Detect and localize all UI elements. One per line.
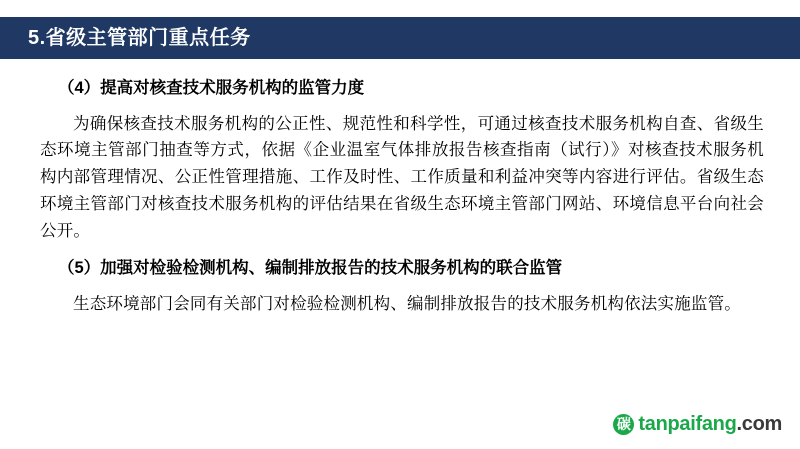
header-accent-block bbox=[0, 17, 16, 59]
page-title: 5.省级主管部门重点任务 bbox=[28, 27, 251, 49]
section-5-heading: （5）加强对检验检测机构、编制排放报告的技术服务机构的联合监管 bbox=[58, 259, 563, 278]
section-4-paragraph: 为确保核查技术服务机构的公正性、规范性和科学性，可通过核查技术服务机构自查、省级生态环境主管部门抽查等方式，依据《企业温室气体排放报告核查指南（试行）》对核查技术服务机构内部管理情况、公正性管理措施、工作及时性、工作质量和利益冲突等内容进行评估。省级生态环境主管部门对核查技术服务机构的评估结果在省级生态环境主管部门网站、环境信息平台向社会公开。 bbox=[40, 114, 764, 240]
site-logo bbox=[613, 411, 782, 437]
section-header-bar bbox=[0, 17, 800, 59]
logo-icon: 碳 bbox=[613, 414, 634, 435]
section-4-heading: （4）提高对核查技术服务机构的监管力度 bbox=[58, 79, 365, 97]
logo-domain: .com bbox=[736, 412, 782, 435]
logo-text bbox=[638, 413, 782, 436]
logo-name: tanpaifang bbox=[638, 412, 737, 435]
section-5-paragraph: 生态环境部门会同有关部门对检验检测机构、编制排放报告的技术服务机构依法实施监管。 bbox=[73, 295, 741, 314]
slide-body bbox=[40, 76, 764, 318]
